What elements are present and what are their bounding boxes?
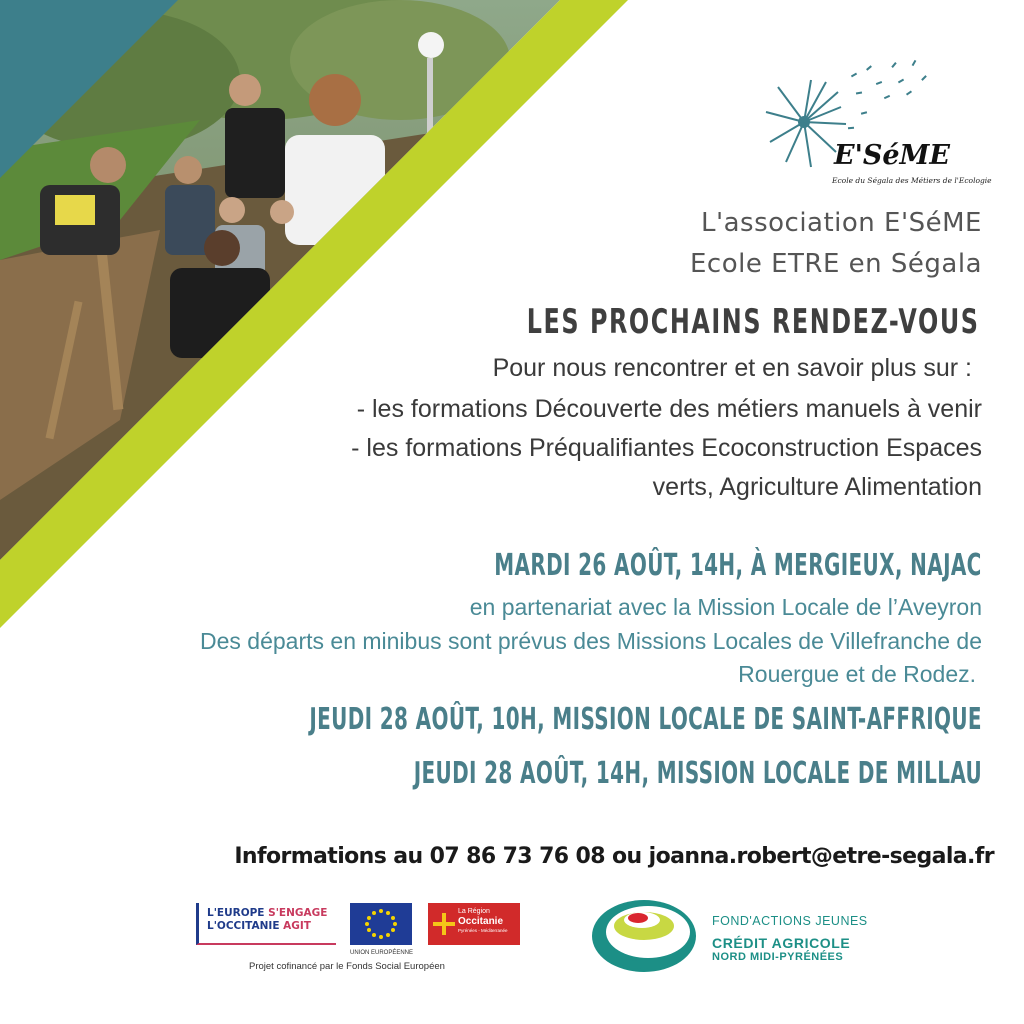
ca-name: CRÉDIT AGRICOLE	[712, 935, 851, 951]
logo-wordmark: E'SéME	[834, 140, 950, 171]
intro-bullet-1: - les formations Découverte des métiers manuels à venir	[356, 395, 982, 423]
region-text: Occitanie	[458, 916, 504, 927]
intro-bullet-2-line-1: - les formations Préqualifiantes Ecoconstruction Espaces	[351, 434, 982, 462]
intro-lead: Pour nous rencontrer et en savoir plus sur :	[492, 354, 972, 382]
europe-text: L'EUROPE	[207, 907, 265, 919]
region-text: La Région	[458, 908, 490, 915]
credit-agricole-logo	[588, 896, 888, 982]
ca-program: FOND'ACTIONS JEUNES	[712, 914, 868, 928]
europe-text: S'ENGAGE	[268, 907, 328, 919]
europe-text: L'OCCITANIE	[207, 920, 280, 932]
association-name: L'association E'SéME	[700, 208, 982, 238]
ca-region: NORD MIDI-PYRÉNÉES	[712, 951, 844, 963]
region-text: Pyrénées - Méditerranée	[458, 928, 508, 933]
occitan-cross-icon	[433, 913, 455, 935]
event-note: Des départs en minibus sont prévus des Missions Locales de Villefranche de	[200, 628, 982, 654]
cofinance-note: Projet cofinancé par le Fonds Social Européen	[249, 961, 445, 972]
logo-tagline: Ecole du Ségala des Métiers de l'Ecologie	[832, 176, 992, 185]
credit-agricole-icon	[588, 896, 700, 982]
event-title: MARDI 26 AOÛT, 14H, À MERGIEUX, NAJAC	[494, 548, 982, 583]
region-occitanie-logo	[428, 903, 520, 945]
contact-info: Informations au 07 86 73 76 08 ou joanna.robert@etre-segala.fr	[234, 844, 994, 869]
intro-bullet-2-line-2: verts, Agriculture Alimentation	[652, 473, 982, 501]
school-name: Ecole ETRE en Ségala	[689, 249, 982, 279]
event-title: JEUDI 28 AOÛT, 10H, MISSION LOCALE DE SAINT-AFFRIQUE	[309, 702, 982, 737]
event-note: Rouergue et de Rodez.	[738, 661, 976, 687]
section-title: LES PROCHAINS RENDEZ-VOUS	[527, 302, 980, 342]
europe-text: AGIT	[283, 920, 311, 932]
event-note: en partenariat avec la Mission Locale de l’Aveyron	[469, 594, 982, 620]
eu-flag-logo	[350, 903, 412, 955]
esseme-logo	[756, 52, 992, 197]
event-title: JEUDI 28 AOÛT, 14H, MISSION LOCALE DE MILLAU	[413, 756, 982, 791]
europe-sengage-logo	[196, 903, 336, 945]
eu-flag-icon	[350, 903, 412, 945]
eu-label: UNION EUROPÉENNE	[350, 950, 414, 956]
